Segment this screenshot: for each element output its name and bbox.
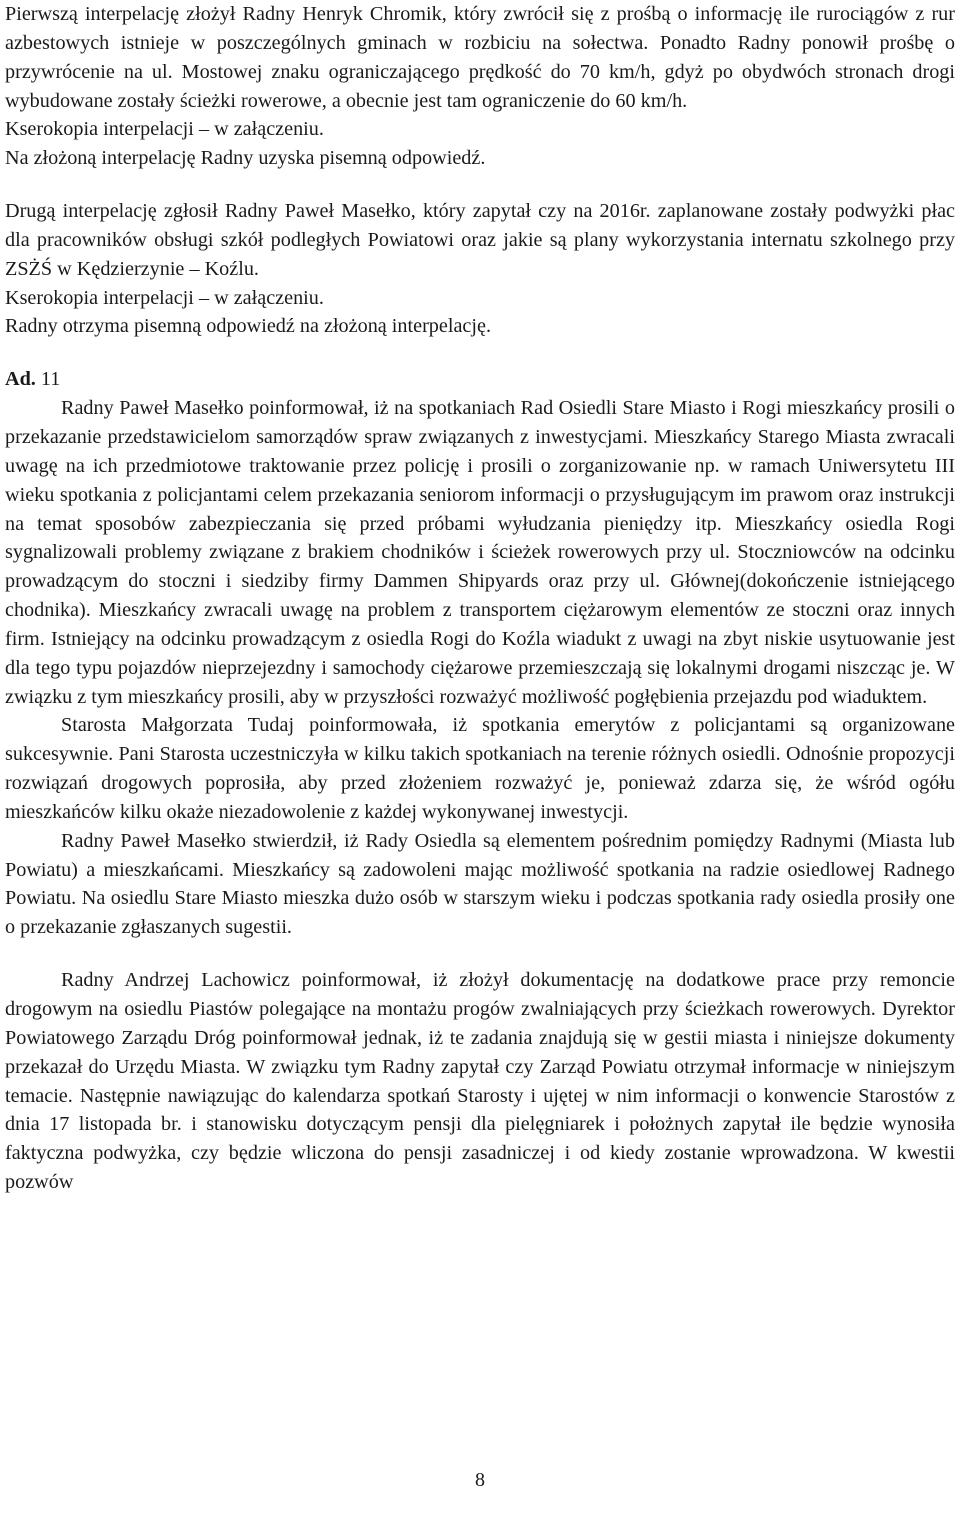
page-number: 8	[475, 1469, 485, 1491]
paragraph-response-note-1: Na złożoną interpelację Radny uzyska pisemną odpowiedź.	[5, 147, 486, 170]
paragraph-response-note-2: Radny otrzyma pisemną odpowiedź na złożoną interpelację.	[5, 315, 491, 338]
paragraph-attachment-note-2: Kserokopia interpelacji – w załączeniu.	[5, 286, 324, 309]
section-heading-ad-11	[5, 365, 955, 394]
paragraph-maselko-rady-osiedla: Radny Paweł Masełko stwierdził, iż Rady Osiedla są elementem pośrednim pomiędzy Radnymi (Miasta lub Powiatu) a mieszkańcami. Mieszkańcy są zadowoleni mając możliwość spotkania na radzie osiedlowej Radnego Powiatu. Na osiedlu Stare Miasto mieszka dużo osób w starszym wieku i podczas spotkania rady osiedla prosiły one o przekazanie zgłaszanych sugestii.	[5, 829, 955, 939]
paragraph-starosta-response: Starosta Małgorzata Tudaj poinformowała, iż spotkania emerytów z policjantami są organizowane sukcesywnie. Pani Starosta uczestniczyła w kilku takich spotkaniach na terenie różnych osiedli. Odnośnie propozycji rozwiązań drogowych poprosiła, aby przed złożeniem rozważyć je, ponieważ zdarza się, że wśród ogółu mieszkańców kilku okaże niezadowolenie z każdej wykonywanej inwestycji.	[5, 714, 955, 823]
section-heading-number: 11	[35, 368, 61, 391]
paragraph-chromik-interpellation: Pierwszą interpelację złożył Radny Henryk Chromik, który zwrócił się z prośbą o informację ile rurociągów z rur azbestowych istnieje w poszczególnych gminach w rozbiciu na sołectwa. Ponadto Radny ponowił prośbę o przywrócenie na ul. Mostowej znaku ograniczającego prędkość do 70 km/h, gdyż po obydwóch stronach drogi wybudowane zostały ścieżki rowerowe, a obecnie jest tam ograniczenie do 60 km/h.	[5, 3, 955, 112]
paragraph-attachment-note-1: Kserokopia interpelacji – w załączeniu.	[5, 118, 324, 141]
paragraph-maselko-osiedla: Radny Paweł Masełko poinformował, iż na spotkaniach Rad Osiedli Stare Miasto i Rogi mieszkańcy prosili o przekazanie przedstawicielom samorządów spraw związanych z inwestycjami. Mieszkańcy Starego Miasta zwracali uwagę na ich przedmiotowe traktowanie przez policję i prosili o zorganizowanie np. w ramach Uniwersytetu III wieku spotkania z policjantami celem przekazania seniorom informacji o przysługującym im prawom oraz instrukcji na temat sposobów zabezpieczania się przed próbami wyłudzania pieniędzy itp. Mieszkańcy osiedla Rogi sygnalizowali problemy związane z brakiem chodników i ścieżek rowerowych przy ul. Stoczniowców na odcinku prowadzącym do stoczni i siedziby firmy Dammen Shipyards oraz przy ul. Głównej(dokończenie istniejącego chodnika). Mieszkańcy zwracali uwagę na problem z transportem ciężarowym elementów ze stoczni oraz innych firm. Istniejący na odcinku prowadzącym z osiedla Rogi do Koźla wiadukt z uwagi na zbyt niskie usytuowanie jest dla tego typu pojazdów nieprzejezdny i samochody ciężarowe przemieszczają się lokalnymi drogami niszcząc je. W związku z tym mieszkańcy prosili, aby w przyszłości rozważyć możliwość pogłębienia przejazdu pod wiaduktem.	[5, 397, 955, 708]
paragraph-maselko-interpellation: Drugą interpelację zgłosił Radny Paweł Masełko, który zapytał czy na 2016r. zaplanowane zostały podwyżki płac dla pracowników obsługi szkół podległych Powiatowi oraz jakie są plany wykorzystania internatu szkolnego przy ZSŻŚ w Kędzierzynie – Koźlu.	[5, 200, 955, 280]
document-page	[5, 0, 955, 1197]
paragraph-lachowicz: Radny Andrzej Lachowicz poinformował, iż złożył dokumentację na dodatkowe prace przy remoncie drogowym na osiedlu Piastów polegające na montażu progów zwalniających przy ścieżkach rowerowych. Dyrektor Powiatowego Zarządu Dróg poinformował jednak, iż te zadania znajdują się w gestii miasta i niniejsze dokumenty przekazał do Urzędu Miasta. W związku tym Radny zapytał czy Zarząd Powiatu otrzymał informacje w niniejszym temacie. Następnie nawiązując do kalendarza spotkań Starosty i ujętej w nim informacji o konwencie Starostów z dnia 17 listopada br. i stanowisku dotyczącym pensji dla pielęgniarek i położnych zapytał ile będzie wynosiła faktyczna podwyżka, czy będzie wliczona do pensji zasadniczej i od kiedy zostanie wprowadzona. W kwestii pozwów	[5, 969, 955, 1194]
section-heading-label: Ad.	[5, 368, 36, 391]
